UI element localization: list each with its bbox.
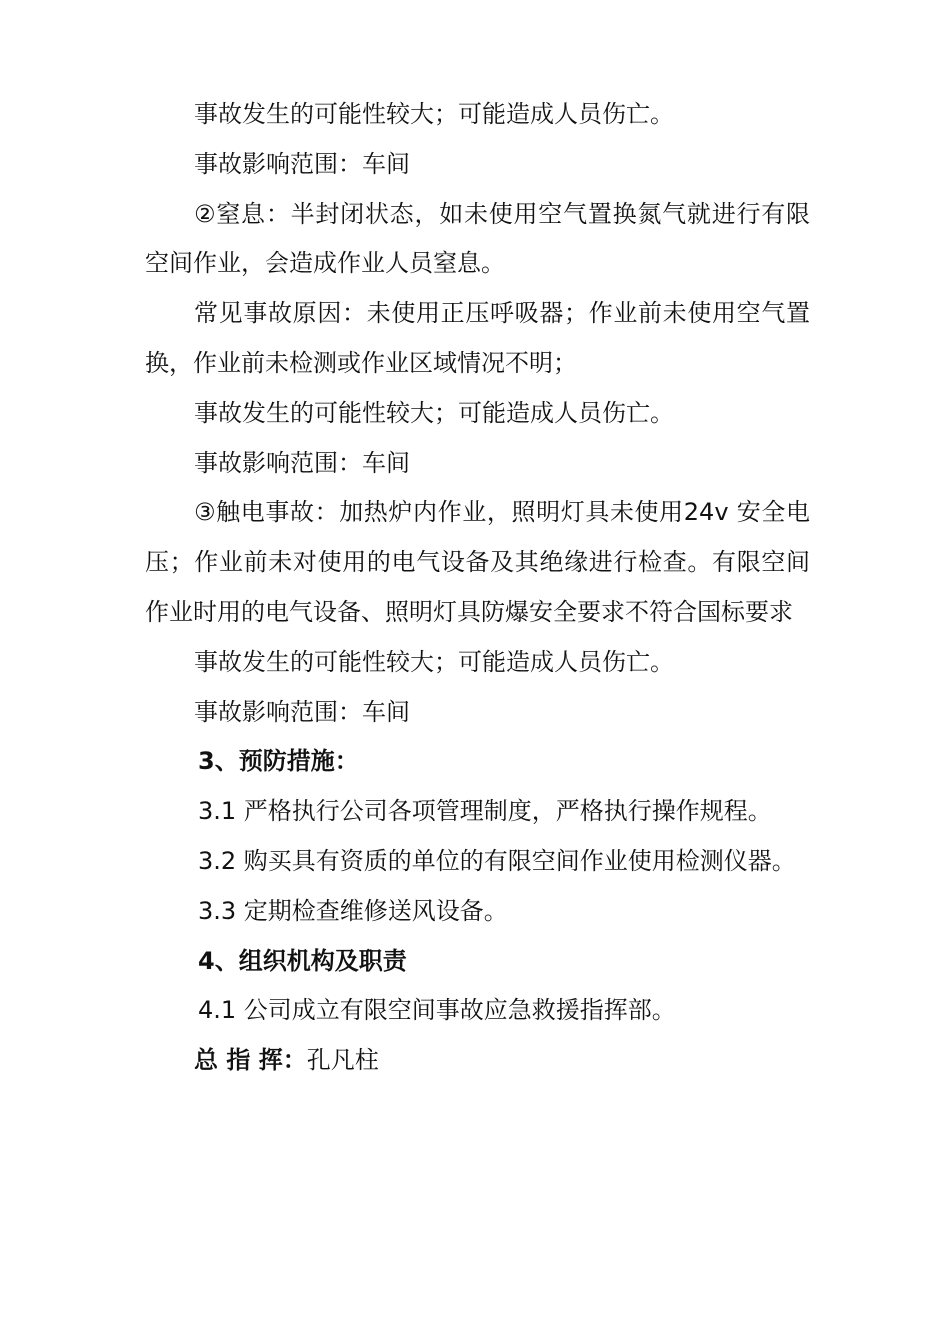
commander-label: 总 指 挥： [194,1046,307,1075]
paragraph-measure-3-1: 3.1 严格执行公司各项管理制度，严格执行操作规程。 [198,797,772,826]
document-body [145,90,810,1086]
section-heading-prevention: 3、预防措施： [198,747,359,776]
paragraph-electric-shock: ③触电事故：加热炉内作业，照明灯具未使用24v 安全电压；作业前未对使用的电气设备及其绝缘进行检查。有限空间作业时用的电气设备、照明灯具防爆安全要求不符合国标要求 [145,498,810,626]
commander-name: 孔凡柱 [306,1046,379,1075]
paragraph-accident-likelihood-1: 事故发生的可能性较大；可能造成人员伤亡。 [194,100,674,128]
paragraph-common-causes: 常见事故原因：未使用正压呼吸器；作业前未使用空气置换，作业前未检测或作业区域情况不明； [145,299,810,377]
paragraph-suffocation: ②窒息：半封闭状态，如未使用空气置换氮气就进行有限空间作业，会造成作业人员窒息。 [145,199,810,278]
paragraph-impact-scope-3: 事故影响范围：车间 [194,697,410,726]
paragraph-impact-scope-1: 事故影响范围：车间 [194,149,410,178]
section-heading-organization: 4、组织机构及职责 [198,946,407,975]
paragraph-measure-3-3: 3.3 定期检查维修送风设备。 [198,896,508,925]
paragraph-accident-likelihood-3: 事故发生的可能性较大；可能造成人员伤亡。 [194,647,674,676]
paragraph-impact-scope-2: 事故影响范围：车间 [194,448,410,477]
paragraph-organization-4-1: 4.1 公司成立有限空间事故应急救援指挥部。 [198,996,676,1025]
paragraph-accident-likelihood-2: 事故发生的可能性较大；可能造成人员伤亡。 [194,398,674,427]
commander-line [145,1036,810,1086]
paragraph-measure-3-2: 3.2 购买具有资质的单位的有限空间作业使用检测仪器。 [198,846,796,875]
